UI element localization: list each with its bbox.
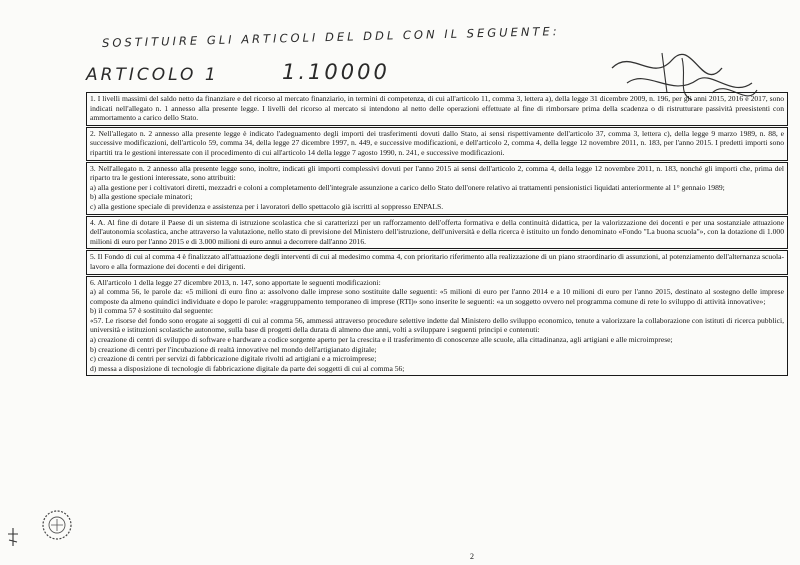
list-item: b) creazione di centri per l'incubazione di realtà innovative nel mondo dell'artigianato digitale;: [90, 344, 377, 354]
list-item: b) il comma 57 è sostituito dal seguente:: [90, 306, 213, 316]
margin-handwritten-mark: [5, 526, 21, 548]
paragraph-4: 4. A. Al fine di dotare il Paese di un sistema di istruzione scolastica che si caratterizzi per un rafforzamento dell'offerta formativa e della continuità didattica, per la valorizzazione dei docenti e per una sostanziale attuazione dell'autonomia scolastica, anche attraverso la valutazione, nello stato di previsione del Ministero dell'istruzione, dell'università e della ricerca è istituito un fondo denominato «Fondo "La buona scuola"», con la dotazione di 1.000 milioni di euro per l'anno 2015 e di 3.000 milioni di euro annui a decorrere dall'anno 2016.: [86, 216, 788, 250]
list-item: b) alla gestione speciale minatori;: [90, 192, 193, 202]
list-item: a) alla gestione per i coltivatori diretti, mezzadri e coloni a completamento dell'integrale assunzione a carico dello Stato dell'onere relativo ai trattamenti pensionistici liquidati anteriormente al 1° gennaio 1989;: [90, 182, 725, 192]
list-item: c) alla gestione speciale di previdenza e assistenza per i lavoratori dello spettacolo già iscritti al soppresso ENPALS.: [90, 201, 444, 211]
list-item: a) creazione di centri di sviluppo di software e hardware a codice sorgente aperto per la crescita e il trasferimento di conoscenze alle scuole, alla cittadinanza, agli artigiani e alle microimprese;: [90, 335, 673, 345]
list-item: «57. Le risorse del fondo sono erogate ai soggetti di cui al comma 56, ammessi attraverso procedure selettive indette dal Ministero dello sviluppo economico, tenute a valorizzare la collaborazione con istituti di ricerca pubblici, università e istituzioni scolastiche autonome, sulla base di progetti della durata di almeno due anni, volti a sviluppare i seguenti principi e contenuti:: [90, 315, 784, 335]
paragraph-6: 6. All'articolo 1 della legge 27 dicembre 2013, n. 147, sono apportate le seguenti modificazioni: a) al comma 56, le parole da: «5 milioni di euro fino a: assolvono dalle imprese sono sostituite dalle seguenti: «5 milioni di euro per l'anno 2014 e a 10 milioni di euro per l'anno 2015, destinato al sostegno delle imprese composte da almeno quindici individuate e dopo le parole: «raggruppamento temporaneo di imprese (RTI)» sono inserite le seguenti: «a un soggetto ovvero nel programma comune di rete lo sviluppo di attività innovative»; b) il comma 57 è sostituito dal seguente: «57. Le risorse del fondo sono erogate ai soggetti di cui al comma 56, ammessi attraverso procedure selettive indette dal Ministero dello sviluppo economico, tenute a valorizzare la collaborazione con istituti di ricerca pubblici, università e istituzioni scolastiche autonome, sulla base di progetti della durata di almeno due anni, volti a sviluppare i seguenti principi e contenuti: a) creazione di centri di sviluppo di software e hardware a codice sorgente aperto per la crescita e il trasferimento di conoscenze alle scuole, alla cittadinanza, agli artigiani e alle microimprese; b) creazione di centri per l'incubazione di realtà innovative nel mondo dell'artigianato digitale; c) creazione di centri per servizi di fabbricazione digitale rivolti ad artigiani e a microimprese; d) messa a disposizione di tecnologie di fabbricazione digitale da parte dei soggetti di cui al comma 56;: [86, 276, 788, 377]
page-number: 2: [470, 552, 474, 561]
paragraph-5: 5. Il Fondo di cui al comma 4 è finalizzato all'attuazione degli interventi di cui al medesimo comma 4, con prioritario riferimento alla realizzazione di un piano straordinario di assunzioni, al potenziamento dell'alternanza scuola-lavoro e alla formazione dei docenti e dei dirigenti.: [86, 250, 788, 274]
handwritten-instruction: SOSTITUIRE GLI ARTICOLI DEL DDL CON IL SEGUENTE:: [101, 24, 560, 50]
paragraph-3: 3. Nell'allegato n. 2 annesso alla presente legge sono, inoltre, indicati gli importi complessivi dovuti per l'anno 2015 ai sensi dell'articolo 2, comma 4, della legge 12 novembre 2011, n. 183, nonché gli importi che, prima del riparto tra le gestioni interessate, sono attribuiti: a) alla gestione per i coltivatori diretti, mezzadri e coloni a completamento dell'integrale assunzione a carico dello Stato dell'onere relativo ai trattamenti pensionistici liquidati anteriormente al 1° gennaio 1989; b) alla gestione speciale minatori; c) alla gestione speciale di previdenza e assistenza per i lavoratori dello spettacolo già iscritti al soppresso ENPALS.: [86, 162, 788, 215]
list-item: d) messa a disposizione di tecnologie di fabbricazione digitale da parte dei soggetti di cui al comma 56;: [90, 363, 405, 373]
paragraph-1: 1. I livelli massimi del saldo netto da finanziare e del ricorso al mercato finanziario, in termini di competenza, di cui all'articolo 11, comma 3, lettera a), della legge 31 dicembre 2009, n. 196, per gli anni 2015, 2016 e 2017, sono indicati nell'allegato n. 1 annesso alla presente legge. I livelli del ricorso al mercato si intendono al netto delle operazioni effettuate al fine di rimborsare prima della scadenza o di ristrutturare passività preesistenti con ammortamento a carico dello Stato.: [86, 92, 788, 126]
paragraph-2: 2. Nell'allegato n. 2 annesso alla presente legge è indicato l'adeguamento degli importi dei trasferimenti dovuti dallo Stato, ai sensi rispettivamente dell'articolo 37, comma 3, lettera c), della legge 9 marzo 1989, n. 88, e successive modificazioni, dell'articolo 59, comma 34, della legge 27 dicembre 1997, n. 449, e successive modificazioni, e dell'articolo 2, comma 4, della legge 12 novembre 2011, n. 183, per l'anno 2015. I predetti importi sono ripartiti tra le gestioni interessate con il procedimento di cui all'articolo 14 della legge 7 agosto 1990, n. 241, e successive modificazioni.: [86, 127, 788, 161]
handwritten-article-label: ARTICOLO 1: [86, 65, 219, 85]
document-body: [86, 92, 788, 561]
stamp-seal: [40, 508, 74, 542]
list-item: a) al comma 56, le parole da: «5 milioni di euro fino a: assolvono dalle imprese sono sostituite dalle seguenti: «5 milioni di euro per l'anno 2014 e a 10 milioni di euro per l'anno 2015, destinato al sostegno delle imprese composte da almeno quindici individuate e dopo le parole: «raggruppamento temporaneo di imprese (RTI)» sono inserite le seguenti: «a un soggetto ovvero nel programma comune di rete lo sviluppo di attività innovative»;: [90, 287, 784, 306]
handwritten-article-number: 1.10000: [282, 60, 390, 84]
list-item: c) creazione di centri per servizi di fabbricazione digitale rivolti ad artigiani e a microimprese;: [90, 354, 377, 364]
